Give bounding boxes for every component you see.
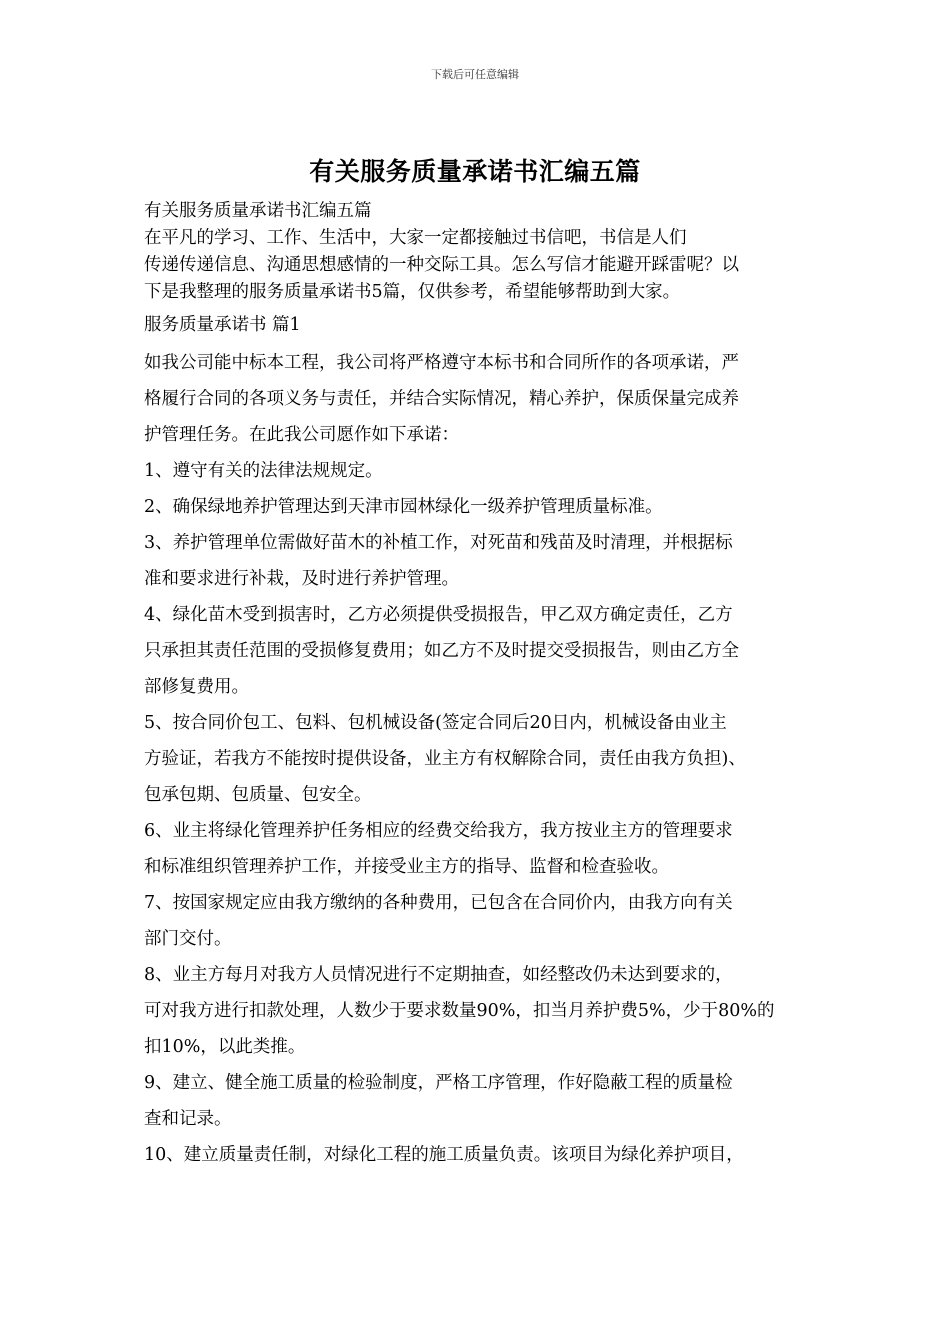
list-item-line: 2、确保绿地养护管理达到天津市园林绿化一级养护管理质量标准。 — [144, 497, 663, 517]
intro-line: 在平凡的学习、工作、生活中，大家一定都接触过书信吧，书信是人们 — [144, 228, 687, 248]
list-item-line: 部修复费用。 — [144, 677, 249, 697]
list-item-line: 准和要求进行补栽，及时进行养护管理。 — [144, 569, 459, 589]
list-item-line: 3、养护管理单位需做好苗木的补植工作，对死苗和残苗及时清理，并根据标 — [144, 533, 733, 553]
list-item-line: 部门交付。 — [144, 929, 232, 949]
list-item-line: 10、建立质量责任制，对绿化工程的施工质量负责。该项目为绿化养护项目， — [144, 1145, 744, 1165]
opening-line: 格履行合同的各项义务与责任，并结合实际情况，精心养护，保质保量完成养 — [144, 389, 739, 409]
page-title: 有关服务质量承诺书汇编五篇 — [309, 157, 641, 186]
list-item-line: 8、业主方每月对我方人员情况进行不定期抽查，如经整改仍未达到要求的， — [144, 965, 733, 985]
list-item-line: 可对我方进行扣款处理，人数少于要求数量90%，扣当月养护费5%，少于80%的 — [144, 1001, 775, 1021]
list-item-line: 只承担其责任范围的受损修复费用；如乙方不及时提交受损报告，则由乙方全 — [144, 641, 739, 661]
list-item — [144, 705, 824, 813]
header-note: 下载后可任意编辑 — [431, 68, 519, 81]
intro-line: 下是我整理的服务质量承诺书5篇，仅供参考，希望能够帮助到大家。 — [144, 282, 681, 302]
list-item-line: 7、按国家规定应由我方缴纳的各种费用，已包含在合同价内，由我方向有关 — [144, 893, 733, 913]
list-item — [144, 1137, 824, 1173]
intro-line: 传递传递信息、沟通思想感情的一种交际工具。怎么写信才能避开踩雷呢？以 — [144, 255, 739, 275]
list-item — [144, 1065, 824, 1137]
list-item — [144, 525, 824, 597]
commitment-list — [144, 453, 824, 1173]
list-item-line: 1、遵守有关的法律法规规定。 — [144, 461, 383, 481]
list-item-line: 9、建立、健全施工质量的检验制度，严格工序管理，作好隐蔽工程的质量检 — [144, 1073, 733, 1093]
intro-paragraph — [144, 225, 824, 306]
section-heading: 服务质量承诺书 篇1 — [144, 315, 301, 335]
opening-paragraph — [144, 345, 824, 453]
list-item-line: 查和记录。 — [144, 1109, 232, 1129]
list-item-line: 方验证，若我方不能按时提供设备，业主方有权解除合同，责任由我方负担)、 — [144, 749, 746, 769]
list-item — [144, 597, 824, 705]
list-item — [144, 813, 824, 885]
document-body — [144, 198, 824, 1173]
list-item — [144, 885, 824, 957]
list-item-line: 包承包期、包质量、包安全。 — [144, 785, 372, 805]
list-item-line: 6、业主将绿化管理养护任务相应的经费交给我方，我方按业主方的管理要求 — [144, 821, 733, 841]
subtitle: 有关服务质量承诺书汇编五篇 — [144, 201, 372, 221]
list-item — [144, 957, 824, 1065]
opening-line: 如我公司能中标本工程，我公司将严格遵守本标书和合同所作的各项承诺，严 — [144, 353, 739, 373]
list-item — [144, 453, 824, 489]
list-item-line: 5、按合同价包工、包料、包机械设备(签定合同后20日内，机械设备由业主 — [144, 713, 727, 733]
opening-line: 护管理任务。在此我公司愿作如下承诺： — [144, 425, 459, 445]
list-item — [144, 489, 824, 525]
list-item-line: 扣10%，以此类推。 — [144, 1037, 306, 1057]
list-item-line: 和标准组织管理养护工作，并接受业主方的指导、监督和检查验收。 — [144, 857, 669, 877]
list-item-line: 4、绿化苗木受到损害时，乙方必须提供受损报告，甲乙双方确定责任，乙方 — [144, 605, 733, 625]
